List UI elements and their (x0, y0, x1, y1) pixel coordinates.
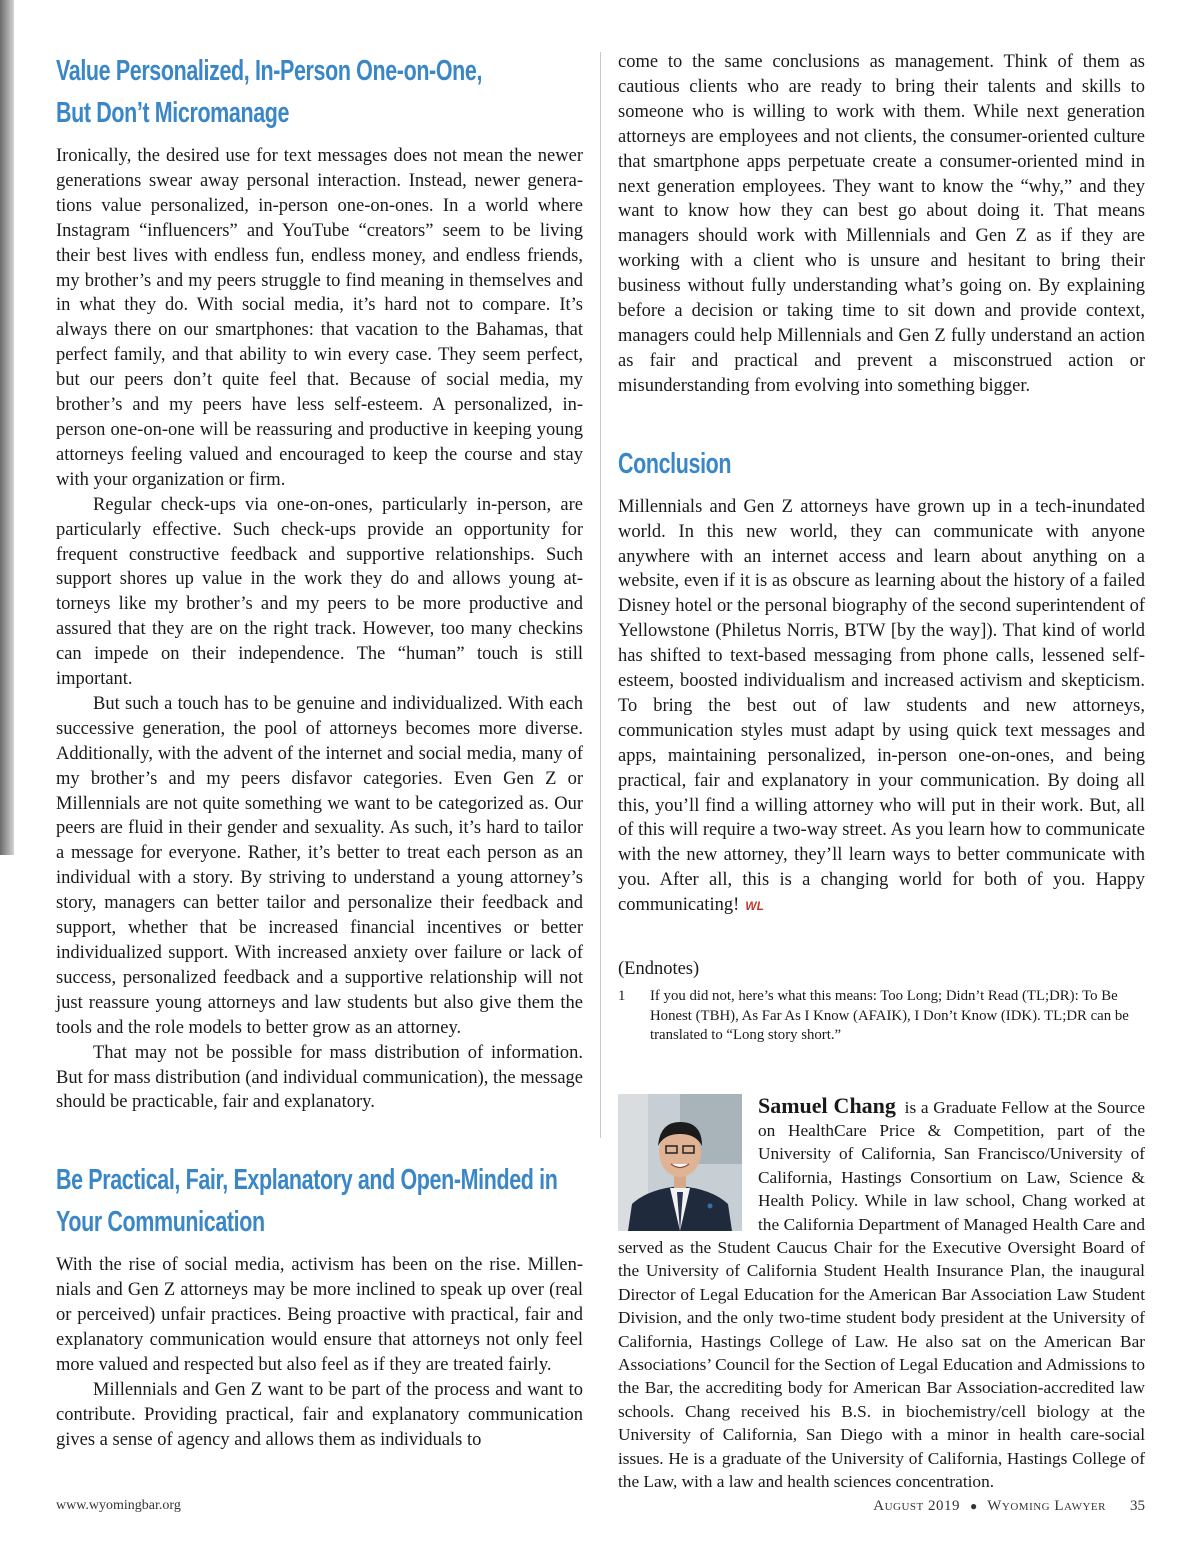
column-divider (600, 52, 601, 1138)
paragraph: Millennials and Gen Z want to be part of the process and want to contribute. Providing practical, fair and explanatory communication gives a sense of agency and allows them as individuals to (56, 1379, 583, 1450)
footer-meta (873, 1498, 1145, 1515)
right-column (618, 50, 1145, 1494)
page-footer (56, 1498, 1145, 1520)
footer-date: August 2019 (873, 1498, 960, 1514)
heading-line: Your Communication (56, 1206, 265, 1239)
left-column (56, 50, 583, 1453)
bullet-icon: ● (970, 1499, 978, 1513)
paragraph: With the rise of social media, activism has been on the rise. Millennials and Gen Z attorneys may be more inclined to speak up over (real or perceived) unfair practices. Being proactive with practical, fair and explanatory communication would ensure that attorneys not only feel more valued and respected but also feel as if they are treated fairly. (56, 1255, 583, 1375)
paragraph: Regular check-ups via one-on-ones, particularly in-person, are particularly effective. Such check-ups provide an opportunity for frequent constructive feedback and supportive relationships. Such support shores up value in the work they do and allows young attorneys like my brother’s and my peers to be more productive and assured that they are on the right track. However, too many checkins can impede on their independence. The “human” touch is still important. (56, 494, 583, 690)
end-mark: WL (745, 899, 764, 914)
paragraph: But such a touch has to be genuine and individualized. With each successive generation, the pool of attorneys becomes more diverse. Additionally, with the advent of the internet and social media, many of my brother’s and my peers disfavor categories. Even Gen Z or Millennials are not quite something we want to be categorized as. Our peers are fluid in their gender and sexuality. As such, it’s hard to tailor a message for everyone. Rather, it’s better to treat each person as an individual with a story. By striving to understand a young attorney’s story, managers can better tailor and personalize their feedback and support, whether that be increased financial incentives or better individualized support. With increased anxiety over failure or lack of success, personalized feedback and a supportive relationship will not just reassure young attorneys and law students but also give them the tools and the role models to better grow as an attorney. (56, 693, 583, 1038)
section-heading-practical (56, 1159, 582, 1243)
paragraph-conclusion (618, 495, 1145, 919)
author-photo (618, 1094, 742, 1231)
heading-line: Be Practical, Fair, Explanatory and Open-Minded in (56, 1164, 558, 1197)
bio-description: is a Graduate Fellow at the Source on HealthCare Price & Competition, part of the University of California, San Francisco/University of California, Hastings Consortium on Law, Science & Health Policy. While in law school, Chang worked at the California Department of Managed Health Care and served as the Student Caucus Chair for the Executive Oversight Board of the University of California Student Health Insurance Plan, the inaugural Director of Legal Education for the American Bar Association Law Student Division, and the only two-time student body president at the University of California, Hastings College of Law. He also sat on the American Bar Associations’ Council for the Section of Legal Education and Admissions to the Bar, the accrediting body for American Bar Association-accredited law schools. Chang received his B.S. in biochemistry/cell biology at the University of California, San Diego with a minor in health care-social issues. He is a graduate of the University of California, Hastings College of the Law, with a law and health sciences concentration. (618, 1097, 1145, 1492)
section-heading-conclusion: Conclusion (618, 447, 732, 480)
author-bio (618, 1094, 1145, 1494)
author-name: Samuel Chang (758, 1092, 896, 1118)
conclusion-text: Millennials and Gen Z attorneys have grown up in a tech-inundated world. In this new world, they can communicate with anyone anywhere with an internet access and learn about anything on a website, even if it is as obscure as learning about the history of a failed Disney hotel or the personal biography of the second superintendent of Yellowstone (Philetus Norris, BTW [by the way]). That kind of world has shifted to text-based messaging from phone calls, lessened self-esteem, boosted individualism and increased activism and skepticism. To bring the best out of law students and new attorneys, communication styles must adapt by using quick text messages and apps, maintaining personalized, in-person one-on-ones, and being practical, fair and explanatory in your communication. By doing all this, you’ll find a willing attorney who will put in their work. But, all of this will require a two-way street. As you learn how to communicate with the new attorney, they’ll learn ways to better communicate with you. After all, this is a changing world for both of you. Happy communicating! (618, 496, 1145, 916)
paragraph: come to the same conclusions as management. Think of them as cautious clients who are ready to bring their talents and skills to someone who is willing to work with them. While next generation attorneys are employees and not clients, the consumer-oriented culture that smartphone apps perpetuate create a consumer-oriented mind in next generation employees. They want to know the “why,” and they want to know how they can best go about doing it. That means managers should work with Millennials and Gen Z as if they are working with a client who is unsure and hesitant to bring their business without fully understanding what’s going on. By explaining before a decision or taking time to sit down and provide context, managers could help Millennials and Gen Z fully understand an action as fair and practical and prevent a misconstrued action or misunderstanding from evolving into something bigger. (618, 52, 1145, 396)
paragraph: That may not be possible for mass distribution of information. But for mass distribution (and individual communication), the message should be practicable, fair and explanatory. (56, 1042, 583, 1113)
footer-publication: Wyoming Lawyer (987, 1498, 1106, 1514)
endnote-number: 1 (618, 988, 626, 1005)
paragraph: Ironically, the desired use for text messages does not mean the newer generations swear away personal interaction. Instead, newer generations value personalized, in-person one-on-ones. In a world where Instagram “influencers” and YouTube “creators” seem to be living their best lives with endless fun, endless money, and endless friends, my brother’s and my peers struggle to find meaning in themselves and in what they do. With social media, it’s hard not to compare. It’s always there on our smartphones: that vacation to the Bahamas, that perfect family, and that ability to win every case. They seem perfect, but our peers don’t quite feel that. Because of social media, my brother’s and my peers have less self-esteem. A personalized, in-person one-on-one will be reassuring and productive in keeping young attorneys feeling valued and encouraged to keep the course and stay with your organization or firm. (56, 146, 583, 490)
endnote (618, 987, 1145, 1046)
section-heading-personalized (56, 50, 582, 134)
footer-url[interactable]: www.wyomingbar.org (56, 1498, 181, 1513)
endnote-text: If you did not, here’s what this means: Too Long; Didn’t Read (TL;DR): To Be Honest (TBH), As Far As I Know (AFAIK), I Don’t Know (IDK). TL;DR can be translated to “Long story short.” (650, 988, 1129, 1044)
page-edge-shadow (0, 0, 14, 855)
endnotes-heading: (Endnotes) (618, 959, 700, 980)
heading-line: But Don’t Micromanage (56, 97, 290, 129)
page-number: 35 (1130, 1498, 1145, 1514)
heading-line: Value Personalized, In-Person One-on-One, (56, 55, 483, 87)
